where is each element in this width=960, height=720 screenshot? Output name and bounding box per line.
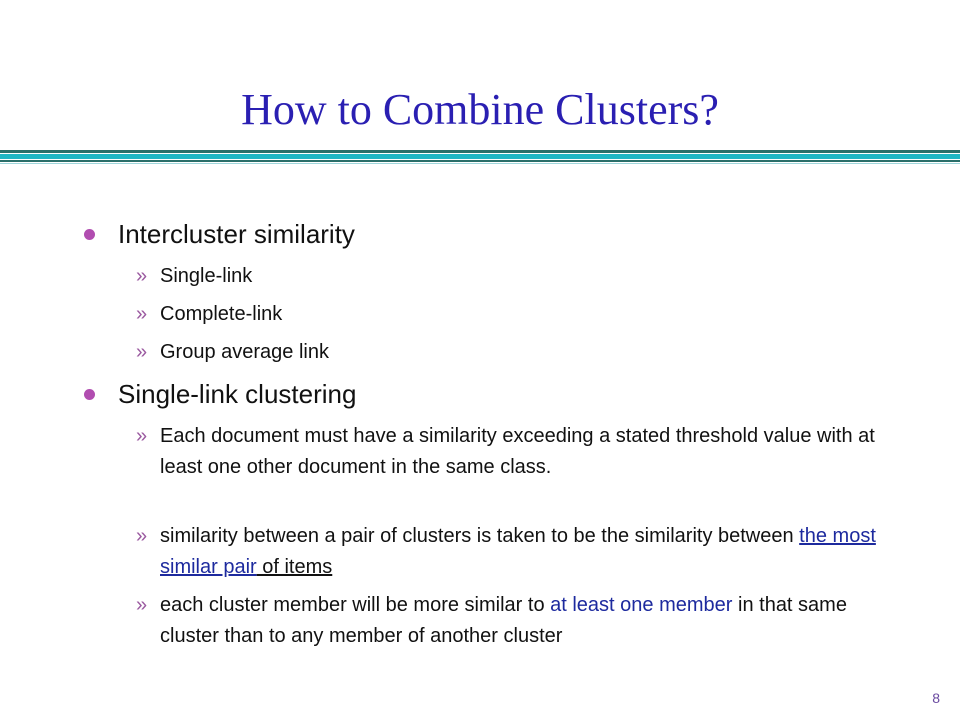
sub-bullet-marker-icon: » bbox=[136, 303, 148, 325]
bullet-dot-icon bbox=[84, 229, 95, 240]
sub-bullet: Single-link bbox=[160, 265, 253, 287]
page-number: 8 bbox=[932, 690, 940, 706]
sub-bullet-marker-icon: » bbox=[136, 525, 148, 547]
sub-bullet-marker-icon: » bbox=[136, 341, 148, 363]
highlighted-phrase: at least one member bbox=[550, 594, 733, 616]
bullet-dot-icon bbox=[84, 389, 95, 400]
sub-bullet: Complete-link bbox=[160, 303, 283, 325]
bullet-heading: Single-link clustering bbox=[118, 379, 357, 409]
sub-bullet-marker-icon: » bbox=[136, 265, 148, 287]
sub-bullet: each cluster member will be more similar to at least one member in that same cluster than to any member of another cluster bbox=[160, 594, 847, 647]
highlighted-phrase: the most similar pair bbox=[160, 525, 876, 578]
sub-bullet: similarity between a pair of clusters is taken to be the similarity between the most similar pair of items bbox=[160, 525, 876, 578]
slide-title: How to Combine Clusters? bbox=[241, 85, 719, 134]
sub-bullet-marker-icon: » bbox=[136, 425, 148, 447]
sub-bullet: Group average link bbox=[160, 341, 329, 363]
bullet-heading: Intercluster similarity bbox=[118, 219, 355, 249]
sub-bullet-marker-icon: » bbox=[136, 594, 148, 616]
sub-bullet: Each document must have a similarity exceeding a stated threshold value with at least one other document in the same class. bbox=[160, 425, 875, 478]
